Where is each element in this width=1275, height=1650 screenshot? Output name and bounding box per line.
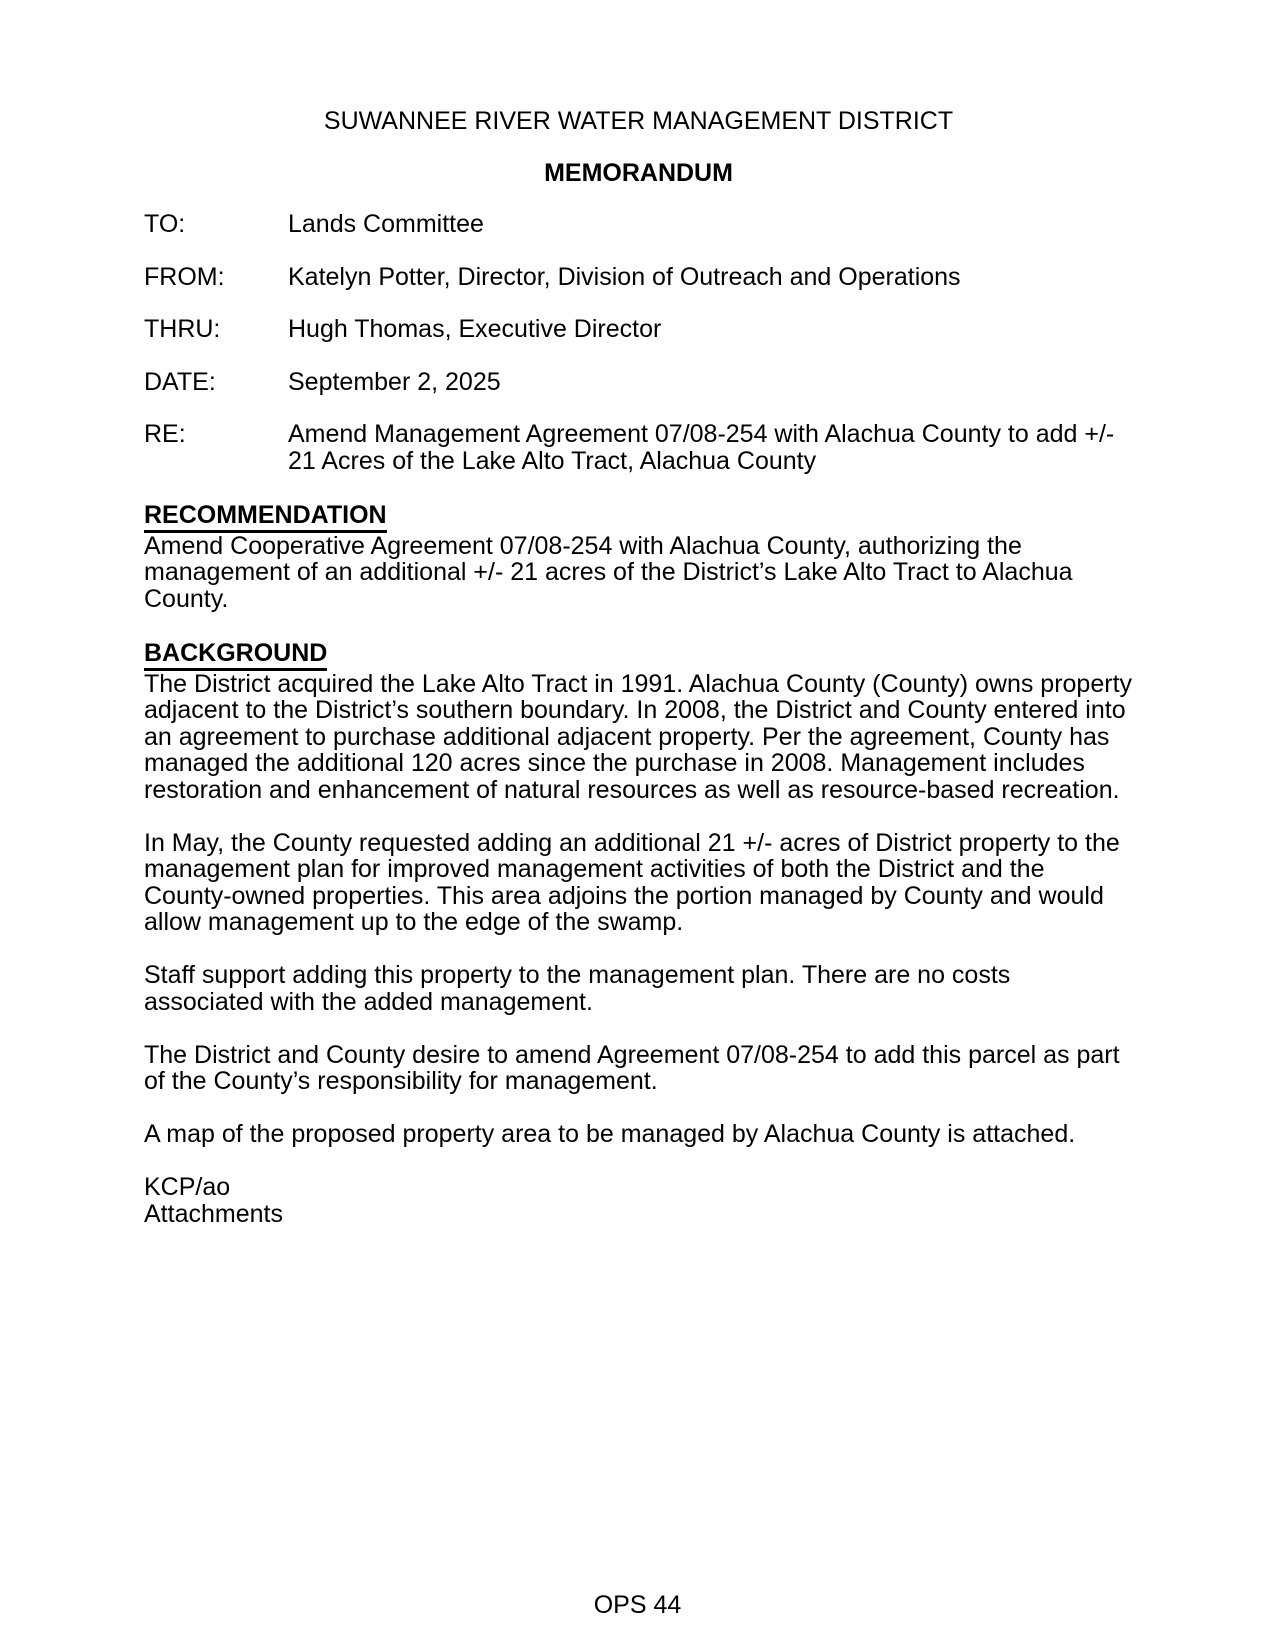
memo-field-label: RE: [144, 420, 186, 448]
paragraph: A map of the proposed property area to be managed by Alachua County is attached. [144, 1120, 1076, 1148]
memo-field-value: Katelyn Potter, Director, Division of Outreach and Operations [288, 262, 961, 291]
memo-field-row-to [144, 211, 1133, 238]
paragraph: In May, the County requested adding an additional 21 +/- acres of District property to the management plan for improved management activities of both the District and the County-owned properties. This area adjoins the portion managed by County and would allow management up to the edge of the swamp. [144, 828, 1120, 936]
section-heading [144, 502, 1133, 533]
paragraph: Amend Cooperative Agreement 07/08-254 with Alachua County, authorizing the management of an additional +/- 21 acres of the District’s Lake Alto Tract to Alachua County. [144, 531, 1073, 613]
org-title: SUWANNEE RIVER WATER MANAGEMENT DISTRICT [323, 107, 954, 135]
memo-field-value: September 2, 2025 [288, 367, 501, 396]
section-background [144, 640, 1133, 1148]
closing-initials: KCP/ao [144, 1173, 231, 1201]
section-recommendation [144, 502, 1133, 612]
memo-field-row-re [144, 421, 1133, 474]
memo-field-label: FROM: [144, 262, 225, 291]
memo-field-value: Lands Committee [288, 210, 484, 238]
memo-field-label: THRU: [144, 315, 221, 343]
paragraph: Staff support adding this property to the management plan. There are no costs associated with the added management. [144, 961, 1011, 1016]
memo-field-row-date [144, 369, 1133, 396]
memo-field-value: Amend Management Agreement 07/08-254 with Alachua County to add +/- 21 Acres of the Lake Alto Tract, Alachua County [288, 420, 1115, 475]
doc-type-title: MEMORANDUM [544, 158, 733, 187]
memo-field-row-from [144, 264, 1133, 291]
section-heading [144, 640, 1133, 671]
memo-field-label: TO: [144, 210, 186, 238]
closing-attachments: Attachments [144, 1199, 283, 1228]
section-heading-text: BACKGROUND [144, 640, 327, 671]
page-footer-label: OPS 44 [593, 1591, 682, 1619]
memo-field-row-thru [144, 316, 1133, 343]
memo-header-fields [144, 211, 1133, 474]
paragraph: The District acquired the Lake Alto Tract in 1991. Alachua County (County) owns property adjacent to the District’s southern boundary. In 2008, the District and County entered into an agreement to purchase additional adjacent property. Per the agreement, County has managed the additional 120 acres since the purchase in 2008. Management includes restoration and enhancement of natural resources as well as resource-based recreation. [144, 669, 1133, 804]
paragraph: The District and County desire to amend Agreement 07/08-254 to add this parcel as part of the County’s responsibility for management. [144, 1040, 1120, 1095]
memo-field-value: Hugh Thomas, Executive Director [288, 315, 662, 343]
closing-block [144, 1174, 1133, 1227]
section-heading-text: RECOMMENDATION [144, 502, 387, 533]
memo-field-label: DATE: [144, 367, 216, 396]
